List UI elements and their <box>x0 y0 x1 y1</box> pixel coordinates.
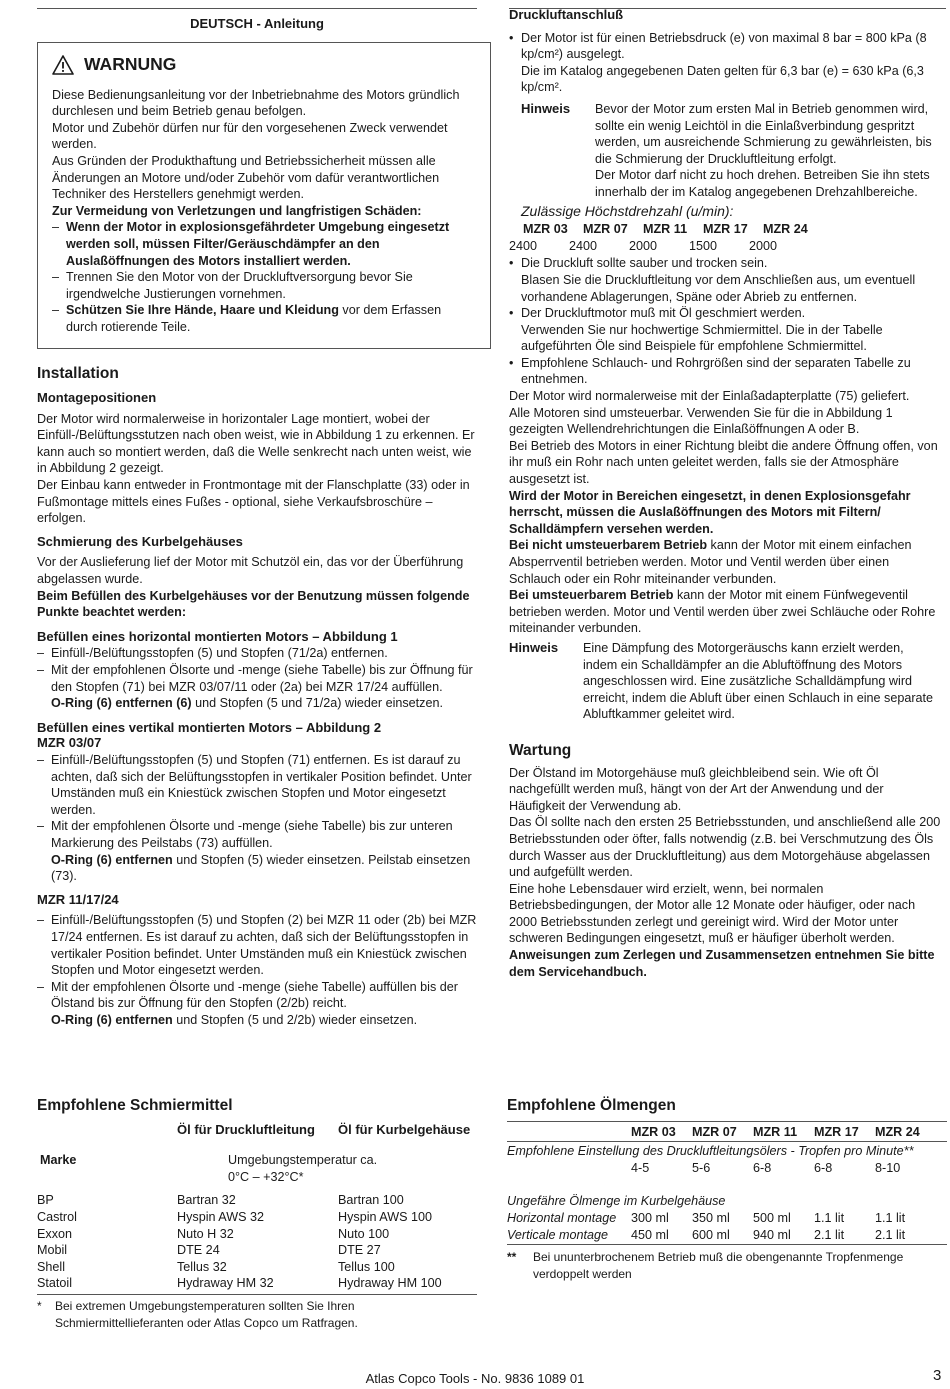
section-title: Druckluftanschluß <box>509 7 624 22</box>
list-item: – Mit der empfohlenen Ölsorte und -menge (siehe Tabelle) auffüllen bis der Ölstand bis zur Öffnung für den Stopfen (2/2b) reicht. <box>37 979 458 1011</box>
warning-triangle-icon <box>52 55 74 75</box>
table-footnote: * Bei extremen Umgebungstemperaturen sollten Sie Ihren Schmiermittellieferanten oder Atlas Copco um Ratfragen. <box>37 1298 358 1330</box>
list-item: O-Ring (6) entfernen und Stopfen (5 und 2/2b) wieder einsetzen. <box>51 1012 418 1027</box>
paragraph: Eine hohe Lebensdauer wird erzielt, wenn, bei normalen Betriebsbedingungen, der Motor alle 12 Monate oder häufiger, oder nach 2000 Betriebsstunden zerlegt und gereinigt wird. Wird der Motor unter schweren Bedingungen eingesetzt, muß er häufiger überholt werden. <box>509 881 916 946</box>
list-item: O-Ring (6) entfernen und Stopfen (5) wieder einsetzen. Peilstab einsetzen (73). <box>51 852 471 884</box>
paragraph: Alle Motoren sind umsteuerbar. Verwenden Sie für die in Abbildung 1 gezeigten Wellendrehrichtungen die Einlaßöffnungen A oder B. <box>509 405 893 437</box>
paragraph: Bei Betrieb des Motors in einer Richtung bleibt die andere Öffnung offen, von ihr muß ein Rohr nach unten geleitet werden, falls sie der Atmosphäre ausgesetzt ist. <box>509 438 938 487</box>
warning-text: Aus Gründen der Produkthaftung und Betriebssicherheit müssen alle Änderungen an Motore und/oder Zubehör vom dafür verantwortlichen Techniker des Herstellers genehmigt werden. <box>52 153 440 202</box>
warning-box <box>37 42 491 349</box>
table-rule <box>507 1244 947 1245</box>
table-rule <box>507 1121 947 1122</box>
paragraph: Vor der Auslieferung lief der Motor mit Schutzöl ein, das vor der Überführung abgelassen wurde. <box>37 555 464 587</box>
paragraph: Der Motor wird normalerweise mit der Einlaßadapterplatte (75) geliefert. <box>509 389 910 404</box>
paragraph: Bei umsteuerbarem Betrieb kann der Motor mit einem Fünfwegeventil betrieben werden. Motor und Ventil werden über zwei Schläuche oder Rohre miteinander verbunden. <box>509 588 936 636</box>
table-row: 4-5 5-6 6-8 6-8 8-10 <box>631 1160 901 1175</box>
table-header: Öl für Druckluftleitung Öl für Kurbelgehäuse <box>177 1121 471 1137</box>
footer-text: Atlas Copco Tools - No. 9836 1089 01 <box>365 1371 585 1386</box>
subsection-title: Montagepositionen <box>37 390 157 406</box>
list-item: – Einfüll-/Belüftungsstopfen (5) und Stopfen (71/2a) entfernen. <box>37 646 388 661</box>
table-row: BP Bartran 32 Bartran 100 <box>37 1193 404 1208</box>
speed-title: Zulässige Höchstdrehzahl (u/min): <box>521 202 734 219</box>
paragraph: Wird der Motor in Bereichen eingesetzt, in denen Explosionsgefahr herrscht, müssen die Auslaßöffnungen des Motors mit Filtern/ Schalldämpfern versehen werden. <box>509 488 911 536</box>
paragraph: Der Motor wird normalerweise in horizontaler Lage montiert, wobei der Einfüll-/Belüftungsstutzen nach oben weist, wie in Abbildung 1 zu erkennen. Er kann auch so montiert werden, daß die Welle senkrecht nach unten weist, wie in Abbildung 2 gezeigt. <box>37 411 475 476</box>
speed-models: MZR 03 MZR 07 MZR 11 MZR 17 MZR 24 <box>523 222 808 237</box>
bullet-item: • Empfohlene Schlauch- und Rohrgrößen sind der separaten Tabelle zu entnehmen. <box>509 355 911 387</box>
table-title: Empfohlene Ölmengen <box>507 1097 676 1114</box>
section-title: Wartung <box>509 741 572 759</box>
table-row: Castrol Hyspin AWS 32 Hyspin AWS 100 <box>37 1209 433 1224</box>
warning-text: Zur Vermeidung von Verletzungen und langfristigen Schäden: <box>52 203 422 218</box>
paragraph: Das Öl sollte nach den ersten 25 Betriebsstunden, und anschließend alle 200 Betriebsstunden oder öfter, falls notwendig (z.B. bei Verschmutzung des Öls durch Wasser aus der Druckluftleitung) aus dem Motorgehäuse abgelassen und aufgefüllt werden. <box>509 815 941 880</box>
table-rule <box>37 1294 477 1295</box>
list-item: – Mit der empfohlenen Ölsorte und -menge (siehe Tabelle) bis zur Öffnung für den Stopfen (71) bei MZR 03/07/11 oder (2a) bei MZR 17/24 auffüllen. <box>37 663 473 694</box>
lubricants-table <box>37 1098 477 1331</box>
paragraph: Beim Befüllen des Kurbelgehäuses vor der Benutzung müssen folgende Punkte beachtet werden: <box>37 588 470 620</box>
table-row: Shell Tellus 32 Tellus 100 <box>37 1259 395 1274</box>
bullet-item: • Der Druckluftmotor muß mit Öl geschmiert werden. <box>509 306 806 321</box>
table-label: Ungefähre Ölmenge im Kurbelgehäuse <box>507 1194 726 1209</box>
bullet-item: • Der Motor ist für einen Betriebsdruck (e) von maximal 8 bar = 800 kPa (8 kp/cm²) ausgelegt. <box>509 30 927 62</box>
list-item: – Mit der empfohlenen Ölsorte und -menge (siehe Tabelle) bis zur unteren Markierung des Peilstabs (73) auffüllen. <box>37 819 453 850</box>
subsection-title: Schmierung des Kurbelgehäuses <box>37 533 243 549</box>
section-title: Installation <box>37 364 119 382</box>
warning-item: – Trennen Sie den Motor von der Druckluftversorgung bevor Sie irgendwelche Justierungen vornehmen. <box>52 270 413 301</box>
page-number: 3 <box>933 1367 942 1384</box>
paragraph: Der Ölstand im Motorgehäuse muß gleichbleibend sein. Wie oft Öl nachgefüllt werden muß, hängt von der Art der Anwendung und der Häufigkeit der Verwendung ab. <box>509 765 884 813</box>
speed-values: 2400 2400 2000 1500 2000 <box>509 238 778 253</box>
table-row: Statoil Hydraway HM 32 Hydraway HM 100 <box>37 1276 442 1291</box>
subsection-title: Befüllen eines vertikal montierten Motors – Abbildung 2 <box>37 719 382 735</box>
table-subheader: Marke Umgebungstemperatur ca. <box>40 1153 378 1168</box>
left-column <box>37 0 477 1028</box>
right-column <box>509 0 941 980</box>
paragraph: Bei nicht umsteuerbarem Betrieb kann der Motor mit einem einfachen Absperrventil betrieben werden. Motor und Ventil werden über einen Schlauch oder ein Rohr miteinander verbunden. <box>509 538 912 586</box>
bullet-item: • Die Druckluft sollte sauber und trocken sein. <box>509 256 768 271</box>
paragraph: Verwenden Sie nur hochwertige Schmiermittel. Die in der Tabelle aufgeführten Öle sind Beispiele für empfohlene Schmiermittel. <box>521 322 883 354</box>
hint-block: Hinweis Eine Dämpfung des Motorgeräuschs kann erzielt werden, indem ein Schalldämpfer an die Abluftöffnung des Motors angeschlossen wird. Eine zusätzliche Schalldämpfung wird erreicht, indem die Abluft über einen Schlauch in eine separate Abluftkammer geleitet wird. <box>509 639 934 722</box>
table-subheader: 0°C – +32°C* <box>228 1169 304 1184</box>
paragraph: Die im Katalog angegebenen Daten gelten für 6,3 bar (e) = 630 kPa (6,3 kp/cm². <box>521 63 924 95</box>
warning-heading <box>52 55 476 75</box>
subsection-title: Befüllen eines horizontal montierten Motors – Abbildung 1 <box>37 628 398 644</box>
hint-label: Hinweis <box>521 100 571 116</box>
list-item: – Einfüll-/Belüftungsstopfen (5) und Stopfen (71) entfernen. Es ist darauf zu achten, daß sich der Belüftungsstopfen in vertikaler Position befindet. Unter Umständen muß ein Kniestück zwischen Stopfen und Motor eingesetzt werden. <box>37 752 472 817</box>
table-row: Mobil DTE 24 DTE 27 <box>37 1243 381 1258</box>
warning-text: Motor und Zubehör dürfen nur für den vorgesehenen Zweck verwendet werden. <box>52 120 448 152</box>
table-header: MZR 03 MZR 07 MZR 11 MZR 17 MZR 24 <box>631 1124 920 1139</box>
table-row: Verticale montage 450 ml 600 ml 940 ml 2.1 lit 2.1 lit <box>507 1227 906 1242</box>
paragraph: Blasen Sie die Druckluftleitung vor dem Anschließen aus, um eventuell vorhandene Ablagerungen, Späne oder Abrieb zu entfernen. <box>521 272 916 304</box>
hint-label: Hinweis <box>509 639 559 655</box>
warning-item: – Wenn der Motor in explosionsgefährdeter Umgebung eingesetzt werden soll, müssen Filter/Geräuschdämpfer an den Auslaßöffnungen des Motors installiert werden. <box>52 220 450 268</box>
table-rule <box>507 1141 947 1142</box>
hint-block: Hinweis Bevor der Motor zum ersten Mal in Betrieb genommen wird, sollte ein wenig Leichtöl in die Einlaßverbindung gespritzt werden, um ausreichende Schmierung zu gewährleisten, bis die Schmierung der Druckluftleitung erfolgt. Der Motor darf nicht zu hoch drehen. Betreiben Sie ihn stets innerhalb der im Katalog angegebenen Drehzahlbereiche. <box>521 100 932 199</box>
oil-table <box>507 1098 947 1282</box>
table-title: Empfohlene Schmiermittel <box>37 1097 233 1114</box>
table-row: Exxon Nuto H 32 Nuto 100 <box>37 1226 390 1241</box>
list-item: – Einfüll-/Belüftungsstopfen (5) und Stopfen (2) bei MZR 11 oder (2b) bei MZR 17/24 entfernen. Es ist darauf zu achten, daß sich der Belüftungsstopfen in vertikaler Position befindet. Unter Umständen muß ein Kniestück zwischen Stopfen und Motor eingesetzt werden. <box>37 913 477 978</box>
list-item: O-Ring (6) entfernen (6) und Stopfen (5 und 71/2a) wieder einsetzen. <box>51 696 443 711</box>
subsection-title: MZR 11/17/24 <box>37 891 119 907</box>
subsection-subtitle: MZR 03/07 <box>37 735 102 751</box>
table-row: Horizontal montage 300 ml 350 ml 500 ml 1.1 lit 1.1 lit <box>507 1210 906 1225</box>
language-heading: DEUTSCH - Anleitung <box>190 16 324 31</box>
warning-item: – Schützen Sie Ihre Hände, Haare und Kleidung vor dem Erfassen durch rotierende Teile. <box>52 303 442 334</box>
paragraph: Der Einbau kann entweder in Frontmontage mit der Flanschplatte (33) oder in Fußmontage mittels eines Fußes - optional, siehe Verkaufsbroschüre – erfolgen. <box>37 478 470 526</box>
warning-text: Diese Bedienungsanleitung vor der Inbetriebnahme des Motors gründlich durchlesen und beim Betrieb genau befolgen. <box>52 87 460 119</box>
warning-title: WARNUNG <box>84 54 177 75</box>
paragraph: Anweisungen zum Zerlegen und Zusammensetzen entnehmen Sie bitte dem Servicehandbuch. <box>509 948 935 979</box>
table-label: Empfohlene Einstellung des Druckluftleitungsölers - Tropfen pro Minute** <box>507 1144 914 1159</box>
table-footnote: ** Bei ununterbrochenem Betrieb muß die obengenannte Tropfenmenge verdoppelt werden <box>507 1250 904 1281</box>
